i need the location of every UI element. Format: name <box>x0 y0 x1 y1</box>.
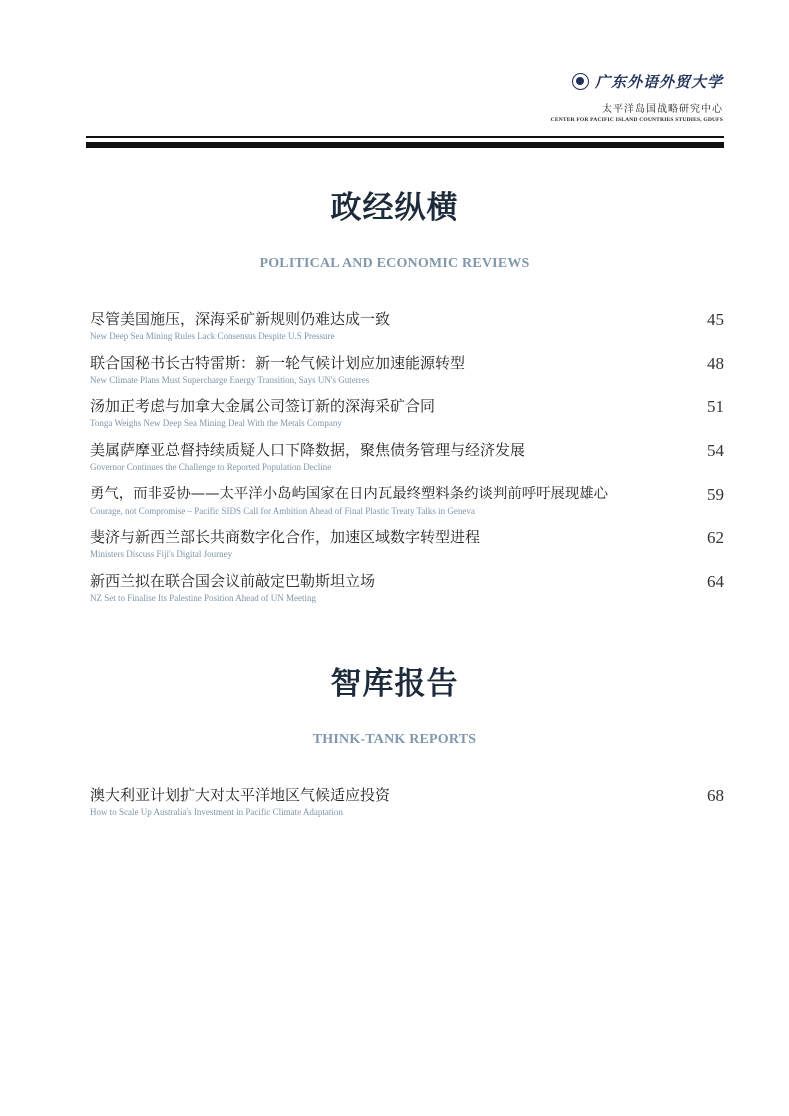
toc-list-political <box>90 310 724 616</box>
toc-entry-title-en: Tonga Weighs New Deep Sea Mining Deal With the Metals Company <box>90 418 342 429</box>
header-divider-thin <box>86 136 724 138</box>
toc-entry-title-en: How to Scale Up Australia's Investment in Pacific Climate Adaptation <box>90 807 343 817</box>
toc-entry-title-en: New Climate Plans Must Supercharge Energy Transition, Says UN's Guterres <box>90 374 370 385</box>
toc-entry-page: 54 <box>707 441 724 461</box>
toc-entry-title-en: Governor Continues the Challenge to Reported Population Decline <box>90 462 332 473</box>
section-subtitle-political: POLITICAL AND ECONOMIC REVIEWS <box>259 256 530 271</box>
toc-entry[interactable] <box>90 397 724 441</box>
toc-entry-title-en: NZ Set to Finalise Its Palestine Position Ahead of UN Meeting <box>90 593 316 604</box>
toc-entry[interactable] <box>90 354 724 398</box>
toc-entry-page: 59 <box>707 484 724 504</box>
center-name-cn: 太平洋岛国战略研究中心 <box>602 104 723 115</box>
toc-entry-page: 62 <box>707 528 724 548</box>
toc-entry-title-cn: 尽管美国施压，深海采矿新规则仍难达成一致 <box>90 310 391 328</box>
toc-entry[interactable] <box>90 528 724 572</box>
toc-entry-page: 48 <box>707 353 724 373</box>
section-subtitle-thinktank: THINK-TANK REPORTS <box>312 732 477 747</box>
center-name-en: CENTER FOR PACIFIC ISLAND COUNTRIES STUDIES, GDUFS <box>550 117 723 123</box>
toc-entry-title-en: New Deep Sea Mining Rules Lack Consensus Despite U.S Pressure <box>90 331 335 341</box>
toc-list-thinktank <box>90 786 724 830</box>
section-title-thinktank: 智库报告 <box>330 666 459 702</box>
header-divider-thick <box>86 142 724 148</box>
section-title-political: 政经纵横 <box>330 190 459 226</box>
toc-entry-title-cn: 美属萨摩亚总督持续质疑人口下降数据，聚焦债务管理与经济发展 <box>90 441 526 460</box>
university-name: 广东外语外贸大学 <box>594 72 723 91</box>
toc-entry-title-cn: 汤加正考虑与加拿大金属公司签订新的深海采矿合同 <box>90 397 436 416</box>
toc-entry-page: 51 <box>707 397 724 417</box>
toc-entry-title-cn: 联合国秘书长古特雷斯：新一轮气候计划应加速能源转型 <box>90 353 466 372</box>
page-header <box>323 70 723 123</box>
toc-entry-title-cn: 澳大利亚计划扩大对太平洋地区气候适应投资 <box>90 786 391 804</box>
toc-entry[interactable] <box>90 485 724 529</box>
toc-entry[interactable] <box>90 572 724 616</box>
toc-entry[interactable] <box>90 786 724 830</box>
toc-entry-page: 64 <box>707 572 724 592</box>
toc-entry[interactable] <box>90 441 724 485</box>
toc-entry-title-cn: 新西兰拟在联合国会议前敲定巴勒斯坦立场 <box>90 572 376 591</box>
university-logo <box>323 70 723 92</box>
toc-entry-title-en: Courage, not Compromise – Pacific SIDS Call for Ambition Ahead of Final Plastic Treaty Talks in Geneva <box>90 505 475 516</box>
toc-entry-page: 45 <box>707 310 724 329</box>
toc-entry-title-cn: 斐济与新西兰部长共商数字化合作，加速区域数字转型进程 <box>90 528 481 547</box>
university-emblem-icon <box>572 73 589 90</box>
toc-entry-title-en: Ministers Discuss Fiji's Digital Journey <box>90 549 233 560</box>
toc-entry-title-cn: 勇气，而非妥协——太平洋小岛屿国家在日内瓦最终塑料条约谈判前呼吁展现雄心 <box>90 485 609 502</box>
toc-entry[interactable] <box>90 310 724 354</box>
toc-entry-page: 68 <box>707 786 724 805</box>
